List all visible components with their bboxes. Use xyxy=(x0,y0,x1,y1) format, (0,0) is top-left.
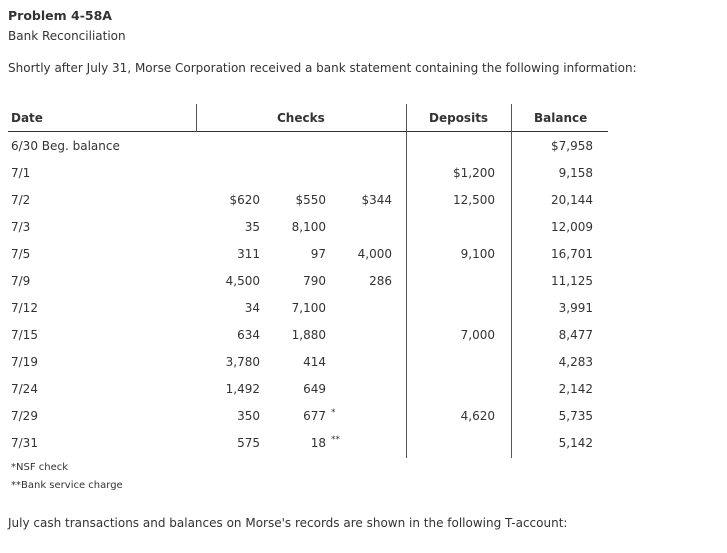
balance-cell: 5,735 xyxy=(558,409,593,423)
date-cell: 7/2 xyxy=(11,193,31,207)
header-balance: Balance xyxy=(534,111,588,125)
deposit-cell: 4,620 xyxy=(460,409,495,423)
balance-cell: 4,283 xyxy=(558,355,593,369)
balance-cell: 20,144 xyxy=(551,193,593,207)
footnote-service-charge: **Bank service charge xyxy=(11,480,123,491)
check-col-2: 677 xyxy=(303,409,326,423)
check-col-2: 97 xyxy=(310,247,326,261)
check-col-2: 7,100 xyxy=(291,301,326,315)
date-cell: 7/24 xyxy=(11,382,38,396)
header-deposits: Deposits xyxy=(429,111,489,125)
check-col-1: 3,780 xyxy=(225,355,260,369)
balance-cell: 16,701 xyxy=(551,247,593,261)
check-col-1: 4,500 xyxy=(225,274,260,288)
date-cell: 7/1 xyxy=(11,166,31,180)
balance-cell: 9,158 xyxy=(558,166,593,180)
date-cell: 7/9 xyxy=(11,274,31,288)
header-date: Date xyxy=(11,111,43,125)
check-col-2: 790 xyxy=(303,274,326,288)
date-cell: 7/3 xyxy=(11,220,31,234)
check-col-1: 634 xyxy=(237,328,260,342)
balance-cell: 3,991 xyxy=(558,301,593,315)
deposit-cell: 9,100 xyxy=(460,247,495,261)
balance-cell: 12,009 xyxy=(551,220,593,234)
check-col-3: 286 xyxy=(369,274,392,288)
footnote-nsf: *NSF check xyxy=(11,462,69,473)
check-col-1: 35 xyxy=(244,220,260,234)
check-col-2: 18 xyxy=(310,436,326,450)
outro-text: July cash transactions and balances on Morse's records are shown in the following T-account: xyxy=(8,516,568,530)
check-col-3: 4,000 xyxy=(357,247,392,261)
date-cell: 7/19 xyxy=(11,355,38,369)
intro-text: Shortly after July 31, Morse Corporation received a bank statement containing the following information: xyxy=(8,61,637,75)
check-col-1: 350 xyxy=(237,409,260,423)
date-cell: 7/5 xyxy=(11,247,31,261)
balance-cell: $7,958 xyxy=(551,139,593,153)
date-cell: 7/29 xyxy=(11,409,38,423)
column-divider-deposits xyxy=(406,104,407,458)
column-divider-checks xyxy=(196,104,197,132)
check-col-2: 1,880 xyxy=(291,328,326,342)
deposit-cell: 12,500 xyxy=(453,193,495,207)
balance-cell: 5,142 xyxy=(558,436,593,450)
header-rule xyxy=(8,131,608,132)
problem-title: Problem 4-58A xyxy=(8,8,112,23)
problem-subtitle: Bank Reconciliation xyxy=(8,29,126,43)
balance-cell: 2,142 xyxy=(558,382,593,396)
deposit-cell: 7,000 xyxy=(460,328,495,342)
check-col-1: 1,492 xyxy=(225,382,260,396)
check-col-1: $620 xyxy=(229,193,260,207)
column-divider-balance xyxy=(511,104,512,458)
balance-cell: 11,125 xyxy=(551,274,593,288)
footnote-mark: * xyxy=(331,408,336,418)
header-checks: Checks xyxy=(277,111,325,125)
check-col-1: 311 xyxy=(237,247,260,261)
date-cell: 7/15 xyxy=(11,328,38,342)
deposit-cell: $1,200 xyxy=(453,166,495,180)
check-col-2: 649 xyxy=(303,382,326,396)
date-cell: 6/30 Beg. balance xyxy=(11,139,120,153)
check-col-2: $550 xyxy=(295,193,326,207)
check-col-2: 414 xyxy=(303,355,326,369)
date-cell: 7/31 xyxy=(11,436,38,450)
balance-cell: 8,477 xyxy=(558,328,593,342)
check-col-3: $344 xyxy=(361,193,392,207)
date-cell: 7/12 xyxy=(11,301,38,315)
check-col-1: 34 xyxy=(244,301,260,315)
check-col-1: 575 xyxy=(237,436,260,450)
footnote-mark: ** xyxy=(331,435,340,445)
check-col-2: 8,100 xyxy=(291,220,326,234)
